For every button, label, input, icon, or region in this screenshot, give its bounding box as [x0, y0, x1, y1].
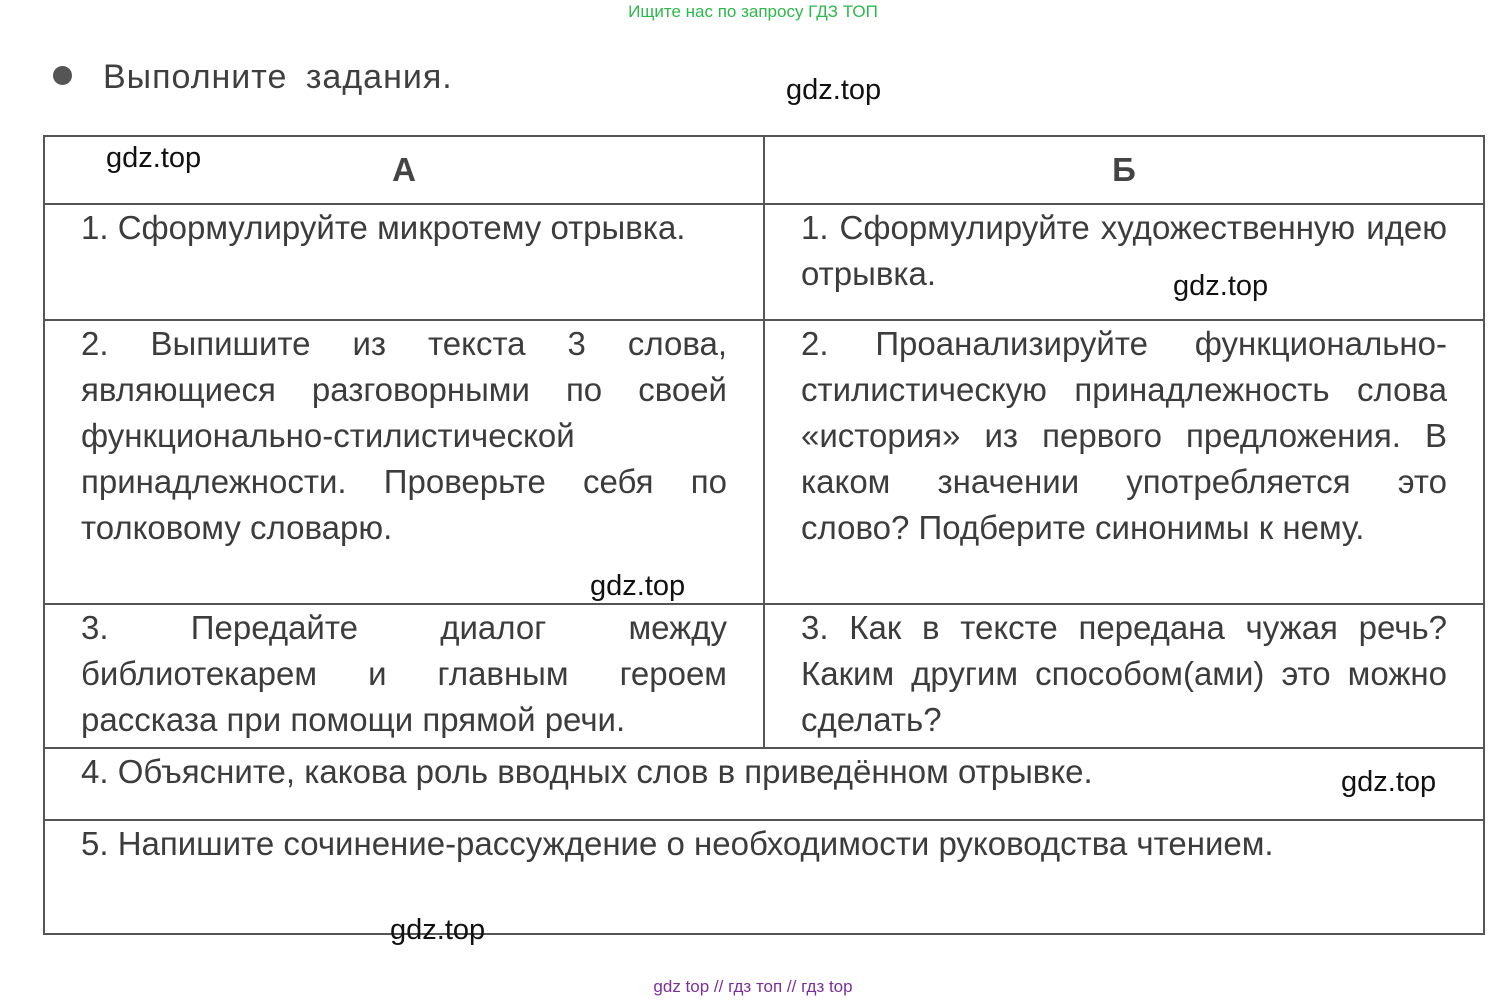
table-row [44, 748, 1484, 820]
watermark: gdz.top [786, 74, 882, 106]
task-5-text: 5. Напишите сочинение-рассуждение о необходимости руководства чтением. [81, 825, 1274, 862]
bullet-icon [53, 66, 72, 85]
task-b-1 [764, 204, 1484, 320]
task-a-1 [44, 204, 764, 320]
task-a-3 [44, 604, 764, 748]
task-a-3-text: 3. Передайте диалог между библиотекарем и главным героем рассказа при помощи прямой речи. [81, 609, 727, 738]
page-heading: Выполните задания. [103, 58, 453, 96]
task-b-2 [764, 320, 1484, 604]
table-row [44, 820, 1484, 934]
table-row [44, 320, 1484, 604]
task-4 [44, 748, 1484, 820]
task-a-2 [44, 320, 764, 604]
task-4-text: 4. Объясните, какова роль вводных слов в приведённом отрывке. [81, 753, 1093, 790]
task-b-2-text: 2. Проанализируйте функционально-стилистическую принадлежность слова «история» из первого предложения. В каком значении употребляется это слово? Подберите синонимы к нему. [801, 325, 1447, 546]
table-header-row [44, 136, 1484, 204]
watermark: gdz.top [106, 142, 202, 174]
task-a-2-text: 2. Выпишите из текста 3 слова, являющиеся разговорными по своей функционально-стилистической принадлежности. Проверьте себя по толковому словарю. [81, 325, 727, 546]
watermark: gdz.top [390, 914, 486, 946]
tasks-table [43, 135, 1485, 935]
watermark: gdz.top [1341, 766, 1437, 798]
task-b-1-text: 1. Сформулируйте художественную идею отрывка. [801, 209, 1447, 292]
task-5 [44, 820, 1484, 934]
column-b-header: Б [764, 136, 1484, 204]
column-a-header: А [44, 136, 764, 204]
task-a-1-text: 1. Сформулируйте микротему отрывка. [81, 209, 686, 246]
table-row [44, 604, 1484, 748]
watermark: gdz.top [590, 570, 686, 602]
watermark: gdz.top [1173, 270, 1269, 302]
top-search-note: Ищите нас по запросу ГДЗ ТОП [628, 2, 878, 21]
footer-links: gdz top // гдз топ // гдз top [653, 977, 853, 996]
task-b-3-text: 3. Как в тексте передана чужая речь? Каким другим способом(ами) это можно сделать? [801, 609, 1447, 738]
task-b-3 [764, 604, 1484, 748]
